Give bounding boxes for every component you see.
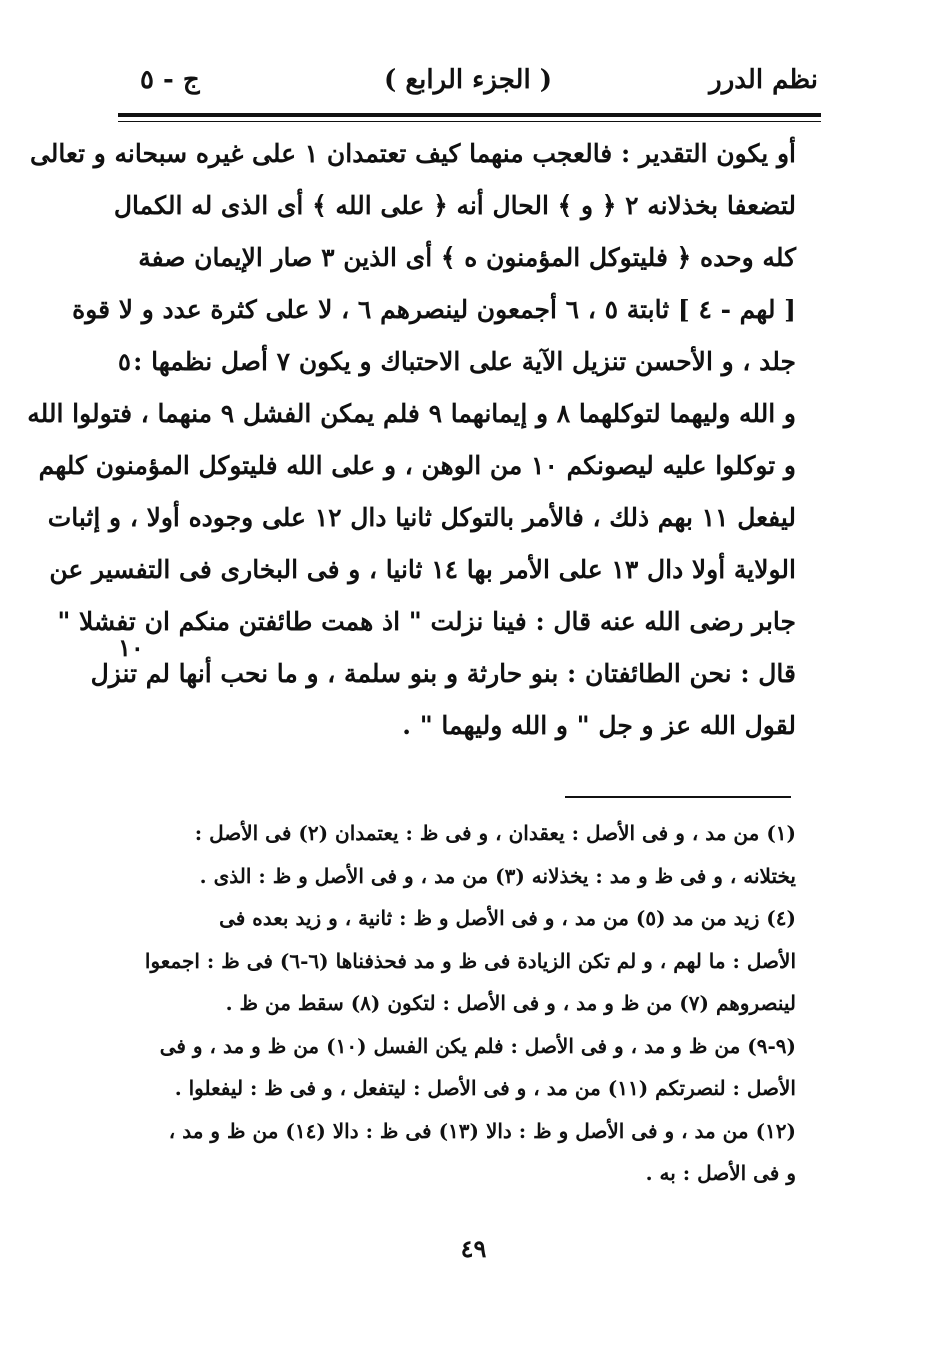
footnote-line: (١) من مد ، و فى الأصل : يعقدان ، و فى ظ : يعتمدان (٢) فى الأصل : bbox=[194, 821, 796, 845]
volume-label: ج - ٥ bbox=[140, 65, 200, 95]
line-number-10: ١٠ bbox=[118, 633, 144, 662]
footnote-line: (١٢) من مد ، و فى الأصل و ظ : دالا (١٣) فى ظ : دالا (١٤) من ظ و مد ، bbox=[168, 1118, 796, 1143]
main-text bbox=[27, 128, 796, 752]
text-line: جابر رضى الله عنه قال : فينا نزلت " اذ همت طائفتن منكم ان تفشلا " bbox=[57, 607, 796, 636]
text-line: الولاية أولا دال ١٣ على الأمر بها ١٤ ثانيا ، و فى البخارى فى التفسير عن bbox=[49, 555, 796, 584]
part-title: ( الجزء الرابع ) bbox=[383, 65, 553, 95]
running-header bbox=[118, 62, 818, 98]
text-line: كله وحده ﴿ فليتوكل المؤمنون ه ﴾ أى الذين ٣ صار الإيمان صفة bbox=[138, 243, 796, 272]
text-line: أو يكون التقدير : فالعجب منهما كيف تعتمدان ١ على غيره سبحانه و تعالى bbox=[29, 139, 796, 168]
text-line: قال : نحن الطائفتان : بنو حارثة و بنو سلمة ، و ما نحب أنها لم تنزل bbox=[90, 659, 796, 688]
text-line: لتضعفا بخذلانه ٢ ﴿ و ﴾ الحال أنه ﴿ على الله ﴾ أى الذى له الكمال bbox=[113, 191, 796, 220]
header-rule-thick bbox=[118, 113, 821, 117]
footnote-line: (٤) زيد من مد (٥) من مد ، و فى الأصل و ظ : ثانية ، و زيد بعده فى bbox=[219, 906, 796, 930]
footnote-line: لينصروهم (٧) من ظ و مد ، و فى الأصل : لتكون (٨) سقط من ظ . bbox=[225, 991, 796, 1015]
footnote-line: و فى الأصل : به . bbox=[645, 1161, 796, 1185]
book-title: نظم الدرر bbox=[709, 65, 818, 95]
footnotes bbox=[144, 812, 796, 1195]
text-line: و الله وليهما لتوكلهما ٨ و إيمانهما ٩ فلم يمكن الفشل ٩ منهما ، فتولوا الله bbox=[27, 399, 796, 428]
text-line: لقول الله عز و جل " و الله وليهما " . bbox=[402, 711, 796, 740]
text-line: جلد ، و الأحسن تنزيل الآية على الاحتباك و يكون ٧ أصل نظمها : bbox=[133, 347, 796, 376]
page-number: ٤٩ bbox=[460, 1234, 487, 1263]
text-line: [ لهم - ٤ ] ثابتة ٥ ، ٦ أجمعون لينصرهم ٦ ، لا على كثرة عدد و لا قوة bbox=[72, 295, 796, 324]
footnote-separator bbox=[565, 796, 791, 798]
text-line: و توكلوا عليه ليصونكم ١٠ من الوهن ، و على الله فليتوكل المؤمنون كلهم bbox=[38, 451, 796, 480]
footnote-line: (٩-٩) من ظ و مد ، و فى الأصل : فلم يكن الفسل (١٠) من ظ و مد ، و فى bbox=[159, 1033, 796, 1058]
line-number-5: ٥ bbox=[118, 347, 131, 376]
text-line: ليفعل ١١ بهم ذلك ، فالأمر بالتوكل ثانيا دال ١٢ على وجوده أولا ، و إثبات bbox=[47, 503, 796, 532]
footnote-line: الأصل : لنصرتكم (١١) من مد ، و فى الأصل : ليتفعل ، و فى ظ : ليفعلوا . bbox=[174, 1076, 796, 1100]
footnote-line: يختلانه ، و فى ظ و مد : يخذلانه (٣) من مد ، و فى الأصل و ظ : الذى . bbox=[199, 863, 796, 888]
footnote-line: الأصل : ما لهم ، و لم تكن الزيادة فى ظ و مد فحذفناها (٦-٦) فى ظ : اجمعوا bbox=[144, 948, 796, 973]
header-rule-thin bbox=[118, 121, 821, 122]
